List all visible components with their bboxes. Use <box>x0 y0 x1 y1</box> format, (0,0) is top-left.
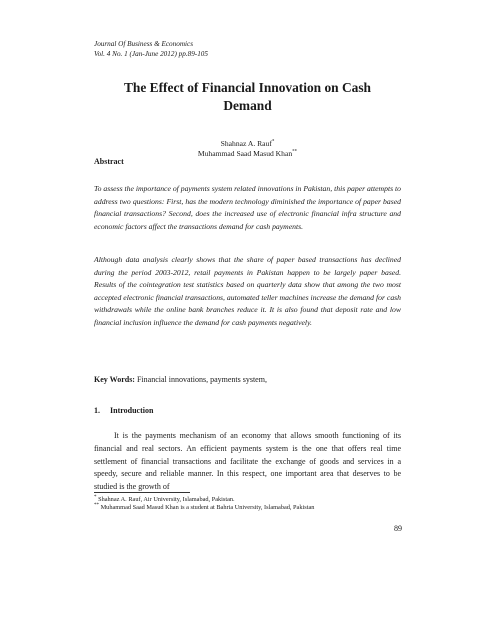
author-1-name: Shahnaz A. Rauf <box>220 139 272 148</box>
footnote-2 <box>94 504 401 512</box>
author-1 <box>94 139 401 149</box>
title-line-1: The Effect of Financial Innovation on Cash <box>123 80 371 95</box>
paper-title <box>94 79 401 115</box>
intro-paragraph: It is the payments mechanism of an economy that allows smooth functioning of its financial and real sectors. An efficient payments system is the one that offers real time settlement of financial transactions and facilitate the exchange of goods and services in a speedy, secure and reliable manner. In this respect, one important area that deserves to be studied is the growth of <box>94 431 401 492</box>
section-number: 1. <box>94 406 100 415</box>
footnote-divider <box>94 492 190 493</box>
journal-name: Journal Of Business & Economics <box>94 40 194 48</box>
author-2-name: Muhammad Saad Masud Khan <box>197 149 293 158</box>
keywords <box>94 374 401 385</box>
journal-header <box>94 40 401 59</box>
journal-volume: Vol. 4 No. 1 (Jan-June 2012) pp.89-105 <box>94 49 208 58</box>
abstract-paragraph-1: To assess the importance of payments system related innovations in Pakistan, this paper attempts to address two questions: First, has the modern technology diminished the importance of paper based financial transactions? Second, does the increased use of electronic financial infra structure and economic factors affect the transactions demand for cash payments. <box>94 184 401 231</box>
footnote-1-mark: * <box>94 494 97 500</box>
page-number: 89 <box>394 524 402 533</box>
keywords-text: Financial innovations, payments system, <box>136 375 267 384</box>
author-list <box>94 139 401 159</box>
footnote-2-mark: ** <box>94 502 99 508</box>
title-line-2: Demand <box>223 98 272 113</box>
abstract-heading: Abstract <box>94 157 124 166</box>
footnote-2-text: Muhammad Saad Masud Khan is a student at Bahria University, Islamabad, Pakistan <box>100 504 315 511</box>
section-heading <box>94 406 401 415</box>
keywords-label: Key Words: <box>94 375 135 384</box>
author-2-mark: ** <box>292 149 298 155</box>
footnote-1-text: Shahnaz A. Rauf, Air University, Islamabad, Pakistan. <box>98 496 235 503</box>
footnote-1 <box>94 496 401 504</box>
author-1-mark: * <box>271 139 275 145</box>
section-title: Introduction <box>110 406 154 415</box>
abstract-paragraph-2: Although data analysis clearly shows that the share of paper based transactions has declined during the period 2003-2012, retail payments in Pakistan happen to be largely paper based. Results of the cointegration test statistics based on quarterly data show that among the two most accepted electronic financial transactions, automated teller machines increase the demand for cash withdrawals while the online bank branches reduce it. It is also found that deposit rate and low financial inclusion influence the demand for cash payments negatively. <box>94 255 401 327</box>
